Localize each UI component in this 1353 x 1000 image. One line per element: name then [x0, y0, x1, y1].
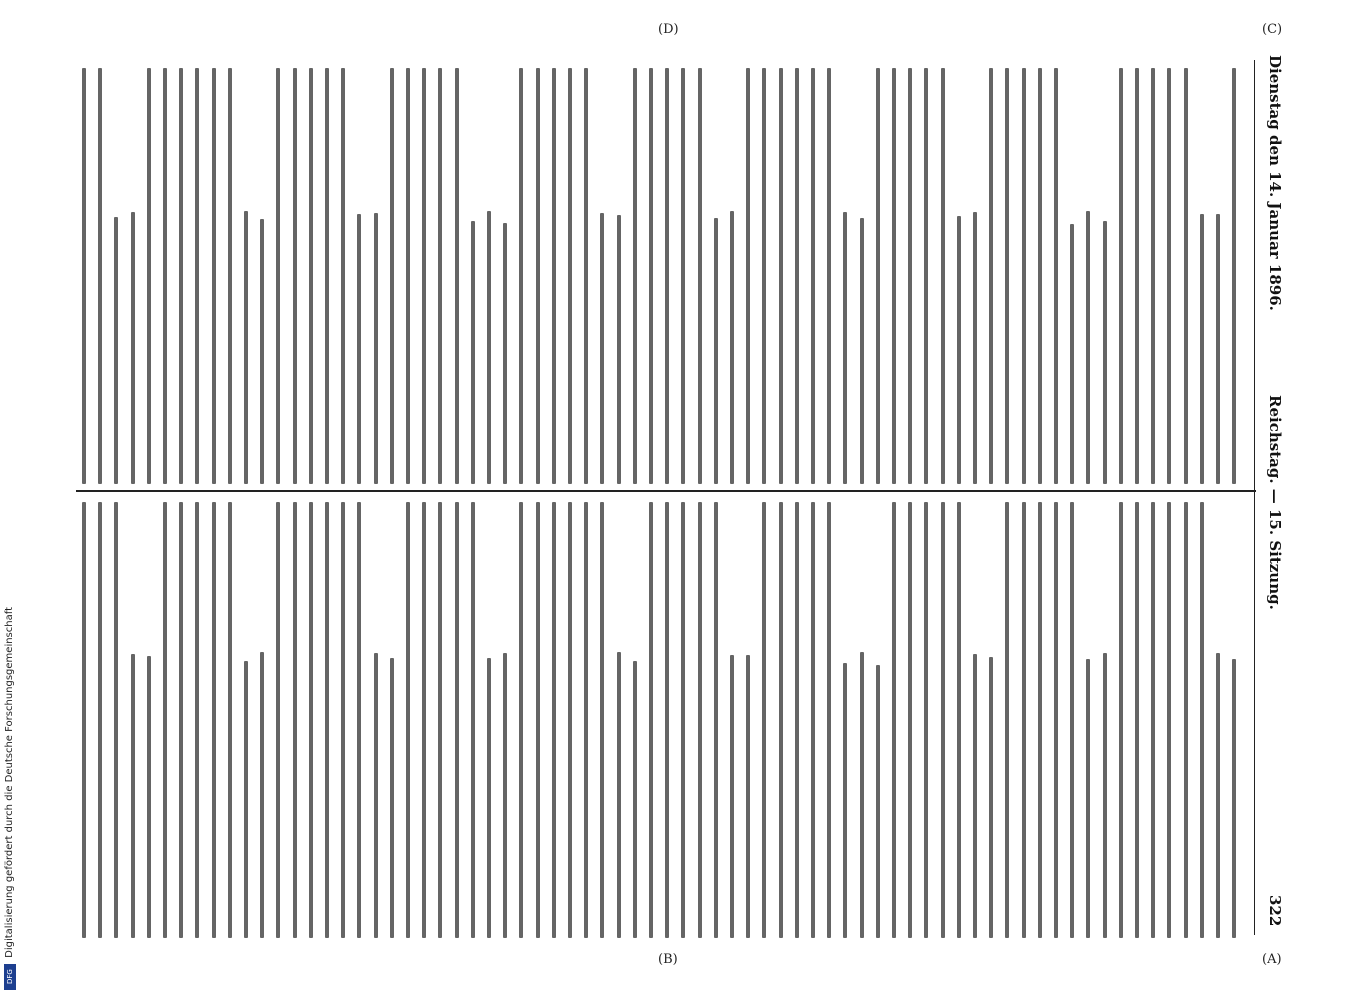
text-line — [163, 68, 167, 484]
text-line — [390, 658, 394, 938]
text-line — [131, 212, 135, 484]
text-line — [309, 502, 313, 938]
text-line — [908, 502, 912, 938]
text-line — [1086, 211, 1090, 484]
text-line — [503, 223, 507, 484]
text-line — [212, 68, 216, 484]
text-line — [681, 502, 685, 938]
text-line — [665, 502, 669, 938]
text-line — [309, 68, 313, 484]
text-line — [730, 211, 734, 484]
text-line — [989, 657, 993, 938]
text-line — [1054, 68, 1058, 484]
text-line — [471, 502, 475, 938]
text-line — [617, 652, 621, 938]
text-line — [649, 502, 653, 938]
margin-marker-c: (C) — [1262, 22, 1283, 37]
text-line — [1086, 659, 1090, 938]
text-line — [455, 502, 459, 938]
text-line — [892, 68, 896, 484]
text-line — [422, 502, 426, 938]
text-line — [860, 652, 864, 938]
text-line — [1216, 214, 1220, 484]
text-line — [827, 68, 831, 484]
text-line — [714, 218, 718, 484]
text-line — [1151, 502, 1155, 938]
text-line — [212, 502, 216, 938]
session-date: Dienstag den 14. Januar 1896. — [1266, 55, 1284, 311]
text-line — [195, 502, 199, 938]
text-line — [244, 661, 248, 938]
text-line — [1135, 502, 1139, 938]
text-line — [811, 502, 815, 938]
text-line — [1119, 502, 1123, 938]
text-line — [487, 658, 491, 938]
text-line — [892, 502, 896, 938]
text-line — [989, 68, 993, 484]
page-header — [1262, 55, 1284, 950]
text-line — [374, 213, 378, 484]
text-line — [746, 655, 750, 938]
text-line — [438, 68, 442, 484]
text-line — [276, 68, 280, 484]
text-line — [1038, 502, 1042, 938]
text-line — [390, 68, 394, 484]
text-line — [762, 502, 766, 938]
text-line — [1200, 502, 1204, 938]
text-line — [325, 502, 329, 938]
text-line — [422, 68, 426, 484]
text-line — [82, 502, 86, 938]
text-line — [941, 502, 945, 938]
text-line — [487, 211, 491, 484]
text-line — [163, 502, 167, 938]
text-line — [779, 502, 783, 938]
text-line — [552, 68, 556, 484]
text-line — [843, 663, 847, 938]
text-line — [973, 654, 977, 938]
session-title: Reichstag. — 15. Sitzung. — [1266, 395, 1284, 610]
text-line — [973, 212, 977, 484]
text-line — [114, 502, 118, 938]
text-line — [1184, 68, 1188, 484]
text-line — [1022, 502, 1026, 938]
text-line — [957, 502, 961, 938]
text-line — [633, 68, 637, 484]
text-line — [600, 502, 604, 938]
text-line — [131, 654, 135, 938]
text-line — [147, 68, 151, 484]
text-line — [1070, 502, 1074, 938]
text-line — [843, 212, 847, 484]
text-line — [730, 655, 734, 938]
text-line — [860, 218, 864, 484]
text-line — [795, 68, 799, 484]
margin-marker-a: (A) — [1262, 952, 1282, 967]
text-line — [941, 68, 945, 484]
text-line — [536, 502, 540, 938]
text-line — [811, 68, 815, 484]
text-line — [1005, 502, 1009, 938]
text-line — [924, 68, 928, 484]
text-line — [260, 219, 264, 484]
text-line — [1232, 68, 1236, 484]
text-line — [293, 68, 297, 484]
text-line — [1167, 502, 1171, 938]
text-line — [1167, 68, 1171, 484]
text-line — [228, 68, 232, 484]
text-column-left — [80, 64, 1250, 484]
text-line — [779, 68, 783, 484]
text-line — [1200, 214, 1204, 484]
text-line — [665, 68, 669, 484]
text-line — [957, 216, 961, 484]
text-line — [98, 502, 102, 938]
dfg-logo: DFG — [4, 964, 16, 990]
column-divider — [76, 490, 1256, 492]
text-line — [1151, 68, 1155, 484]
text-line — [1232, 659, 1236, 938]
text-line — [649, 68, 653, 484]
header-rule — [1254, 60, 1255, 935]
text-line — [98, 68, 102, 484]
text-line — [681, 68, 685, 484]
text-line — [584, 68, 588, 484]
text-line — [471, 221, 475, 484]
text-line — [260, 652, 264, 938]
text-line — [584, 502, 588, 938]
funding-note: Digitalisierung gefördert durch die Deutsche Forschungsgemeinschaft — [4, 607, 15, 958]
text-line — [876, 665, 880, 938]
text-line — [357, 214, 361, 484]
text-line — [293, 502, 297, 938]
text-line — [908, 68, 912, 484]
text-line — [374, 653, 378, 938]
text-line — [568, 502, 572, 938]
text-line — [600, 213, 604, 484]
text-line — [1103, 653, 1107, 938]
text-line — [503, 653, 507, 938]
text-line — [827, 502, 831, 938]
text-column-right — [80, 498, 1250, 938]
text-line — [179, 502, 183, 938]
margin-marker-d: (D) — [658, 22, 679, 37]
text-line — [746, 68, 750, 484]
text-line — [82, 68, 86, 484]
text-line — [698, 68, 702, 484]
text-line — [536, 68, 540, 484]
text-line — [1054, 502, 1058, 938]
sidebar-credit — [4, 590, 18, 990]
text-line — [341, 68, 345, 484]
text-line — [876, 68, 880, 484]
text-line — [147, 656, 151, 938]
text-line — [1070, 224, 1074, 484]
text-line — [519, 502, 523, 938]
text-line — [455, 68, 459, 484]
text-line — [179, 68, 183, 484]
text-line — [714, 502, 718, 938]
text-line — [114, 217, 118, 484]
text-line — [276, 502, 280, 938]
text-line — [924, 502, 928, 938]
text-line — [1005, 68, 1009, 484]
text-line — [552, 502, 556, 938]
text-line — [762, 68, 766, 484]
text-line — [406, 502, 410, 938]
text-line — [568, 68, 572, 484]
text-line — [228, 502, 232, 938]
text-line — [406, 68, 410, 484]
text-line — [795, 502, 799, 938]
text-line — [1135, 68, 1139, 484]
text-line — [195, 68, 199, 484]
text-line — [341, 502, 345, 938]
margin-marker-b: (B) — [658, 952, 678, 967]
text-line — [438, 502, 442, 938]
text-line — [617, 215, 621, 484]
text-line — [633, 661, 637, 938]
text-line — [1103, 221, 1107, 484]
text-line — [357, 502, 361, 938]
text-line — [519, 68, 523, 484]
text-line — [244, 211, 248, 484]
text-line — [1038, 68, 1042, 484]
text-line — [1184, 502, 1188, 938]
text-line — [1216, 653, 1220, 938]
page-number: 322 — [1266, 895, 1284, 927]
text-line — [698, 502, 702, 938]
text-line — [1022, 68, 1026, 484]
text-line — [1119, 68, 1123, 484]
text-line — [325, 68, 329, 484]
